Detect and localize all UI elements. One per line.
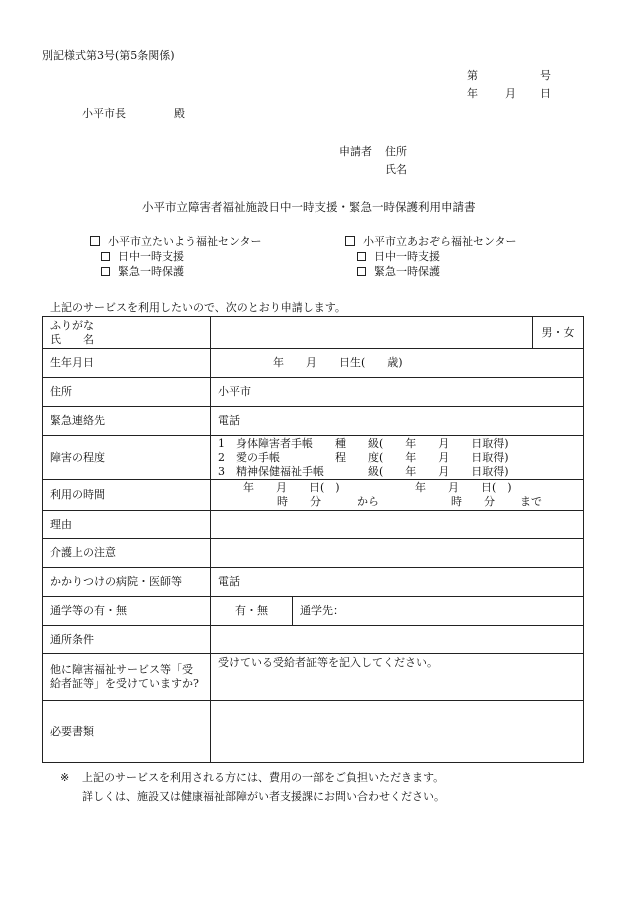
school-label: 通学等の有・無 — [43, 597, 211, 626]
address-input[interactable]: 小平市 — [211, 378, 584, 407]
emergency-label: 緊急連絡先 — [43, 407, 211, 436]
name-label-cell — [43, 317, 211, 349]
row-address — [43, 378, 584, 407]
note-line-2: 詳しくは、施設又は健康福祉部障がい者支援課にお問い合わせください。 — [82, 790, 445, 803]
row-disability — [43, 436, 584, 480]
usage-start-time: 時 分 — [277, 495, 321, 508]
checkbox-aozora-kinkyu[interactable] — [357, 267, 366, 276]
row-reason — [43, 511, 584, 539]
disability-line-2: 2 愛の手帳 程 度( 年 月 日取得) — [218, 450, 509, 464]
usage-from: から — [357, 495, 379, 508]
disability-line-3: 3 精神保健福祉手帳 級( 年 月 日取得) — [218, 464, 509, 478]
usage-end-time: 時 分 — [451, 495, 495, 508]
facility-aozora-label: 小平市立あおぞら福祉センター — [363, 235, 517, 248]
aozora-option-2[interactable] — [357, 265, 440, 278]
care-input[interactable] — [211, 539, 584, 568]
option-label: 緊急一時保護 — [374, 265, 440, 278]
month-label: 月 — [505, 87, 516, 100]
form-title: 小平市立障害者福祉施設日中一時支援・緊急一時保護利用申請書 — [142, 200, 476, 214]
school-dest-label: 通学先： — [300, 604, 344, 618]
application-table — [42, 316, 584, 763]
shimei-label: 氏 名 — [50, 332, 94, 346]
sex-cell[interactable] — [533, 317, 584, 349]
applicant-address-label: 住所 — [385, 145, 407, 158]
row-name — [43, 317, 584, 349]
disability-label: 障害の程度 — [43, 436, 211, 480]
care-label: 介護上の注意 — [43, 539, 211, 568]
reason-input[interactable] — [211, 511, 584, 539]
option-label: 緊急一時保護 — [118, 265, 184, 278]
row-usage — [43, 480, 584, 511]
birth-label: 生年月日 — [43, 349, 211, 378]
row-other-services — [43, 654, 584, 701]
school-value: 有・無 — [235, 604, 268, 618]
school-yes-no[interactable] — [211, 597, 293, 626]
usage-input[interactable] — [211, 480, 584, 511]
applicant-name-label: 氏名 — [385, 163, 407, 176]
go-label: 号 — [540, 69, 551, 82]
name-input[interactable] — [211, 317, 533, 349]
birth-input[interactable] — [211, 349, 584, 378]
birth-value: 年 月 日生( 歳) — [273, 356, 403, 370]
usage-label: 利用の時間 — [43, 480, 211, 511]
doctor-label: かかりつけの病院・医師等 — [43, 568, 211, 597]
option-label: 日中一時支援 — [374, 250, 440, 263]
taiyou-option-1[interactable] — [101, 250, 184, 263]
note-line-1: 上記のサービスを利用される方には、費用の一部をご負担いただきます。 — [82, 771, 445, 784]
facility-aozora[interactable] — [345, 235, 517, 248]
row-docs — [43, 701, 584, 763]
checkbox-aozora-nicchu[interactable] — [357, 252, 366, 261]
dono-label: 殿 — [174, 107, 185, 120]
docs-input[interactable] — [211, 701, 584, 763]
facility-taiyou-label: 小平市立たいよう福祉センター — [108, 235, 262, 248]
option-label: 日中一時支援 — [118, 250, 184, 263]
commute-label: 通所条件 — [43, 626, 211, 654]
applicant-label: 申請者 — [339, 145, 372, 158]
day-label: 日 — [540, 87, 551, 100]
usage-end-date: 年 月 日( ) — [415, 481, 512, 494]
doctor-input[interactable]: 電話 — [211, 568, 584, 597]
usage-start-date: 年 月 日( ) — [243, 481, 340, 494]
school-dest-input[interactable] — [293, 597, 584, 626]
aozora-option-1[interactable] — [357, 250, 440, 263]
row-emergency — [43, 407, 584, 436]
row-birth — [43, 349, 584, 378]
commute-input[interactable] — [211, 626, 584, 654]
other-input[interactable]: 受けている受給者証等を記入してください。 — [211, 654, 584, 701]
dai-label: 第 — [467, 69, 478, 82]
row-care — [43, 539, 584, 568]
disability-input[interactable] — [211, 436, 584, 480]
note-mark: ※ — [60, 771, 70, 784]
other-label: 他に障害福祉サービス等「受給者証等」を受けていますか? — [43, 654, 211, 701]
addressee: 小平市長 — [82, 107, 126, 120]
checkbox-aozora[interactable] — [345, 236, 355, 246]
taiyou-option-2[interactable] — [101, 265, 184, 278]
row-doctor — [43, 568, 584, 597]
sex-options: 男・女 — [541, 325, 575, 339]
reason-label: 理由 — [43, 511, 211, 539]
furigana-label: ふりがな — [50, 318, 94, 332]
checkbox-taiyou-kinkyu[interactable] — [101, 267, 110, 276]
facility-taiyou[interactable] — [90, 235, 262, 248]
year-label: 年 — [467, 87, 478, 100]
emergency-input[interactable]: 電話 — [211, 407, 584, 436]
form-number: 別記様式第3号(第5条関係) — [42, 49, 175, 62]
checkbox-taiyou[interactable] — [90, 236, 100, 246]
intro-text: 上記のサービスを利用したいので、次のとおり申請します。 — [50, 301, 346, 314]
usage-until: まで — [520, 495, 542, 508]
row-commute — [43, 626, 584, 654]
checkbox-taiyou-nicchu[interactable] — [101, 252, 110, 261]
disability-line-1: 1 身体障害者手帳 種 級( 年 月 日取得) — [218, 436, 509, 450]
row-school — [43, 597, 584, 626]
docs-label: 必要書類 — [43, 701, 211, 763]
address-label: 住所 — [43, 378, 211, 407]
